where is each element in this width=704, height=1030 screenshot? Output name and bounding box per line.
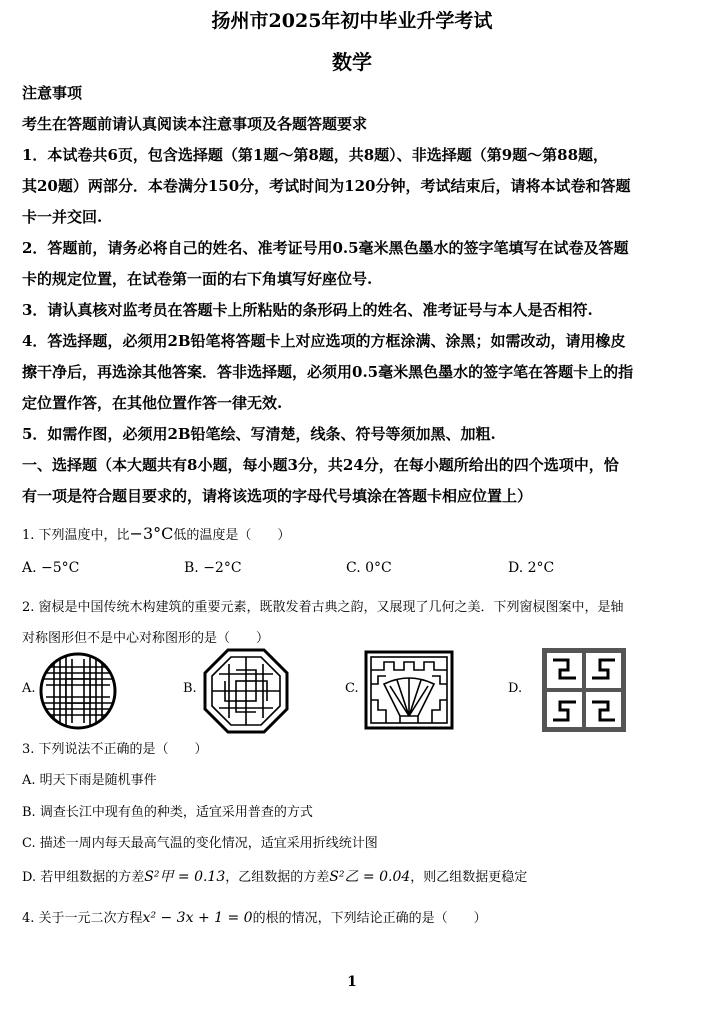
notes-heading: 注意事项: [22, 84, 83, 102]
question-4-stem: 4. 关于一元二次方程x² − 3x + 1 = 0的根的情况，下列结论正确的是（ ）: [22, 910, 487, 926]
note-item-2: 2．答题前，请务必将自己的姓名、准考证号用0.5毫米黑色墨水的签字笔填写在试卷及答题 卡的规定位置，在试卷第一面的右下角填写好座位号.: [22, 239, 629, 288]
question-2-stem: 2. 窗棂是中国传统木构建筑的重要元素，既散发着古典之韵，又展现了几何之美．下列窗棂图案中，是轴 对称图形但不是中心对称图形的是（ ）: [22, 600, 624, 646]
variance-yi-expression: S²乙 = 0.04: [329, 869, 411, 885]
question-3-option-d: D. 若甲组数据的方差S²甲 = 0.13，乙组数据的方差S²乙 = 0.04，则乙组数据更稳定: [22, 869, 528, 885]
lattice-figure-c: [364, 650, 454, 730]
question-3-option-c: C. 描述一周内每天最高气温的变化情况，适宜采用折线统计图: [22, 836, 378, 851]
question-1-option-a: A. −5°C: [22, 560, 80, 576]
question-1-option-b: B. −2°C: [184, 560, 242, 576]
question-1-option-d: D. 2°C: [508, 560, 555, 576]
question-1-option-c: C. 0°C: [346, 560, 392, 576]
question-1-expression: −3°C: [129, 524, 174, 543]
question-2-option-c-label: C.: [345, 681, 359, 696]
question-4-equation: x² − 3x + 1 = 0: [142, 910, 253, 926]
page-number: 1: [347, 974, 357, 990]
question-3-option-a: A. 明天下雨是随机事件: [22, 773, 157, 788]
section-1-heading: 一、选择题（本大题共有8小题，每小题3分，共24分，在每小题所给出的四个选项中，恰 有一项是符合题目要求的，请将该选项的字母代号填涂在答题卡相应位置上）: [22, 456, 619, 505]
question-1-stem: 1. 下列温度中，比−3°C低的温度是（ ）: [22, 524, 291, 543]
lattice-figure-a: [38, 651, 118, 731]
question-2-option-a-label: A.: [22, 681, 36, 696]
question-2-option-b-label: B.: [183, 681, 197, 696]
lattice-figure-d: [542, 648, 626, 732]
question-2-option-d-label: D.: [508, 681, 523, 696]
variance-jia-expression: S²甲 = 0.13: [144, 869, 226, 885]
note-item-1: 1．本试卷共6页，包含选择题（第1题～第8题，共8题）、非选择题（第9题～第88题， 其20题）两部分．本卷满分150分，考试时间为120分钟，考试结束后，请将本试卷和答题 卡一并交回.: [22, 146, 631, 226]
note-item-3: 3．请认真核对监考员在答题卡上所粘贴的条形码上的姓名、准考证号与本人是否相符.: [22, 301, 593, 319]
note-item-5: 5．如需作图，必须用2B铅笔绘、写清楚，线条、符号等须加黑、加粗.: [22, 425, 496, 443]
notes-intro: 考生在答题前请认真阅读本注意事项及各题答题要求: [22, 115, 368, 133]
question-3-option-b: B. 调查长江中现有鱼的种类，适宜采用普查的方式: [22, 805, 313, 820]
page-title: 扬州市2025年初中毕业升学考试: [211, 10, 493, 32]
lattice-figure-b: [203, 648, 289, 734]
question-3-stem: 3. 下列说法不正确的是（ ）: [22, 742, 208, 757]
note-item-4: 4．答选择题，必须用2B铅笔将答题卡上对应选项的方框涂满、涂黑；如需改动，请用橡皮 擦干净后，再选涂其他答案．答非选择题，必须用0.5毫米黑色墨水的签字笔在答题卡上的指 定位置作答，在其他位置作答一律无效.: [22, 332, 634, 412]
subject-title: 数学: [332, 50, 372, 74]
